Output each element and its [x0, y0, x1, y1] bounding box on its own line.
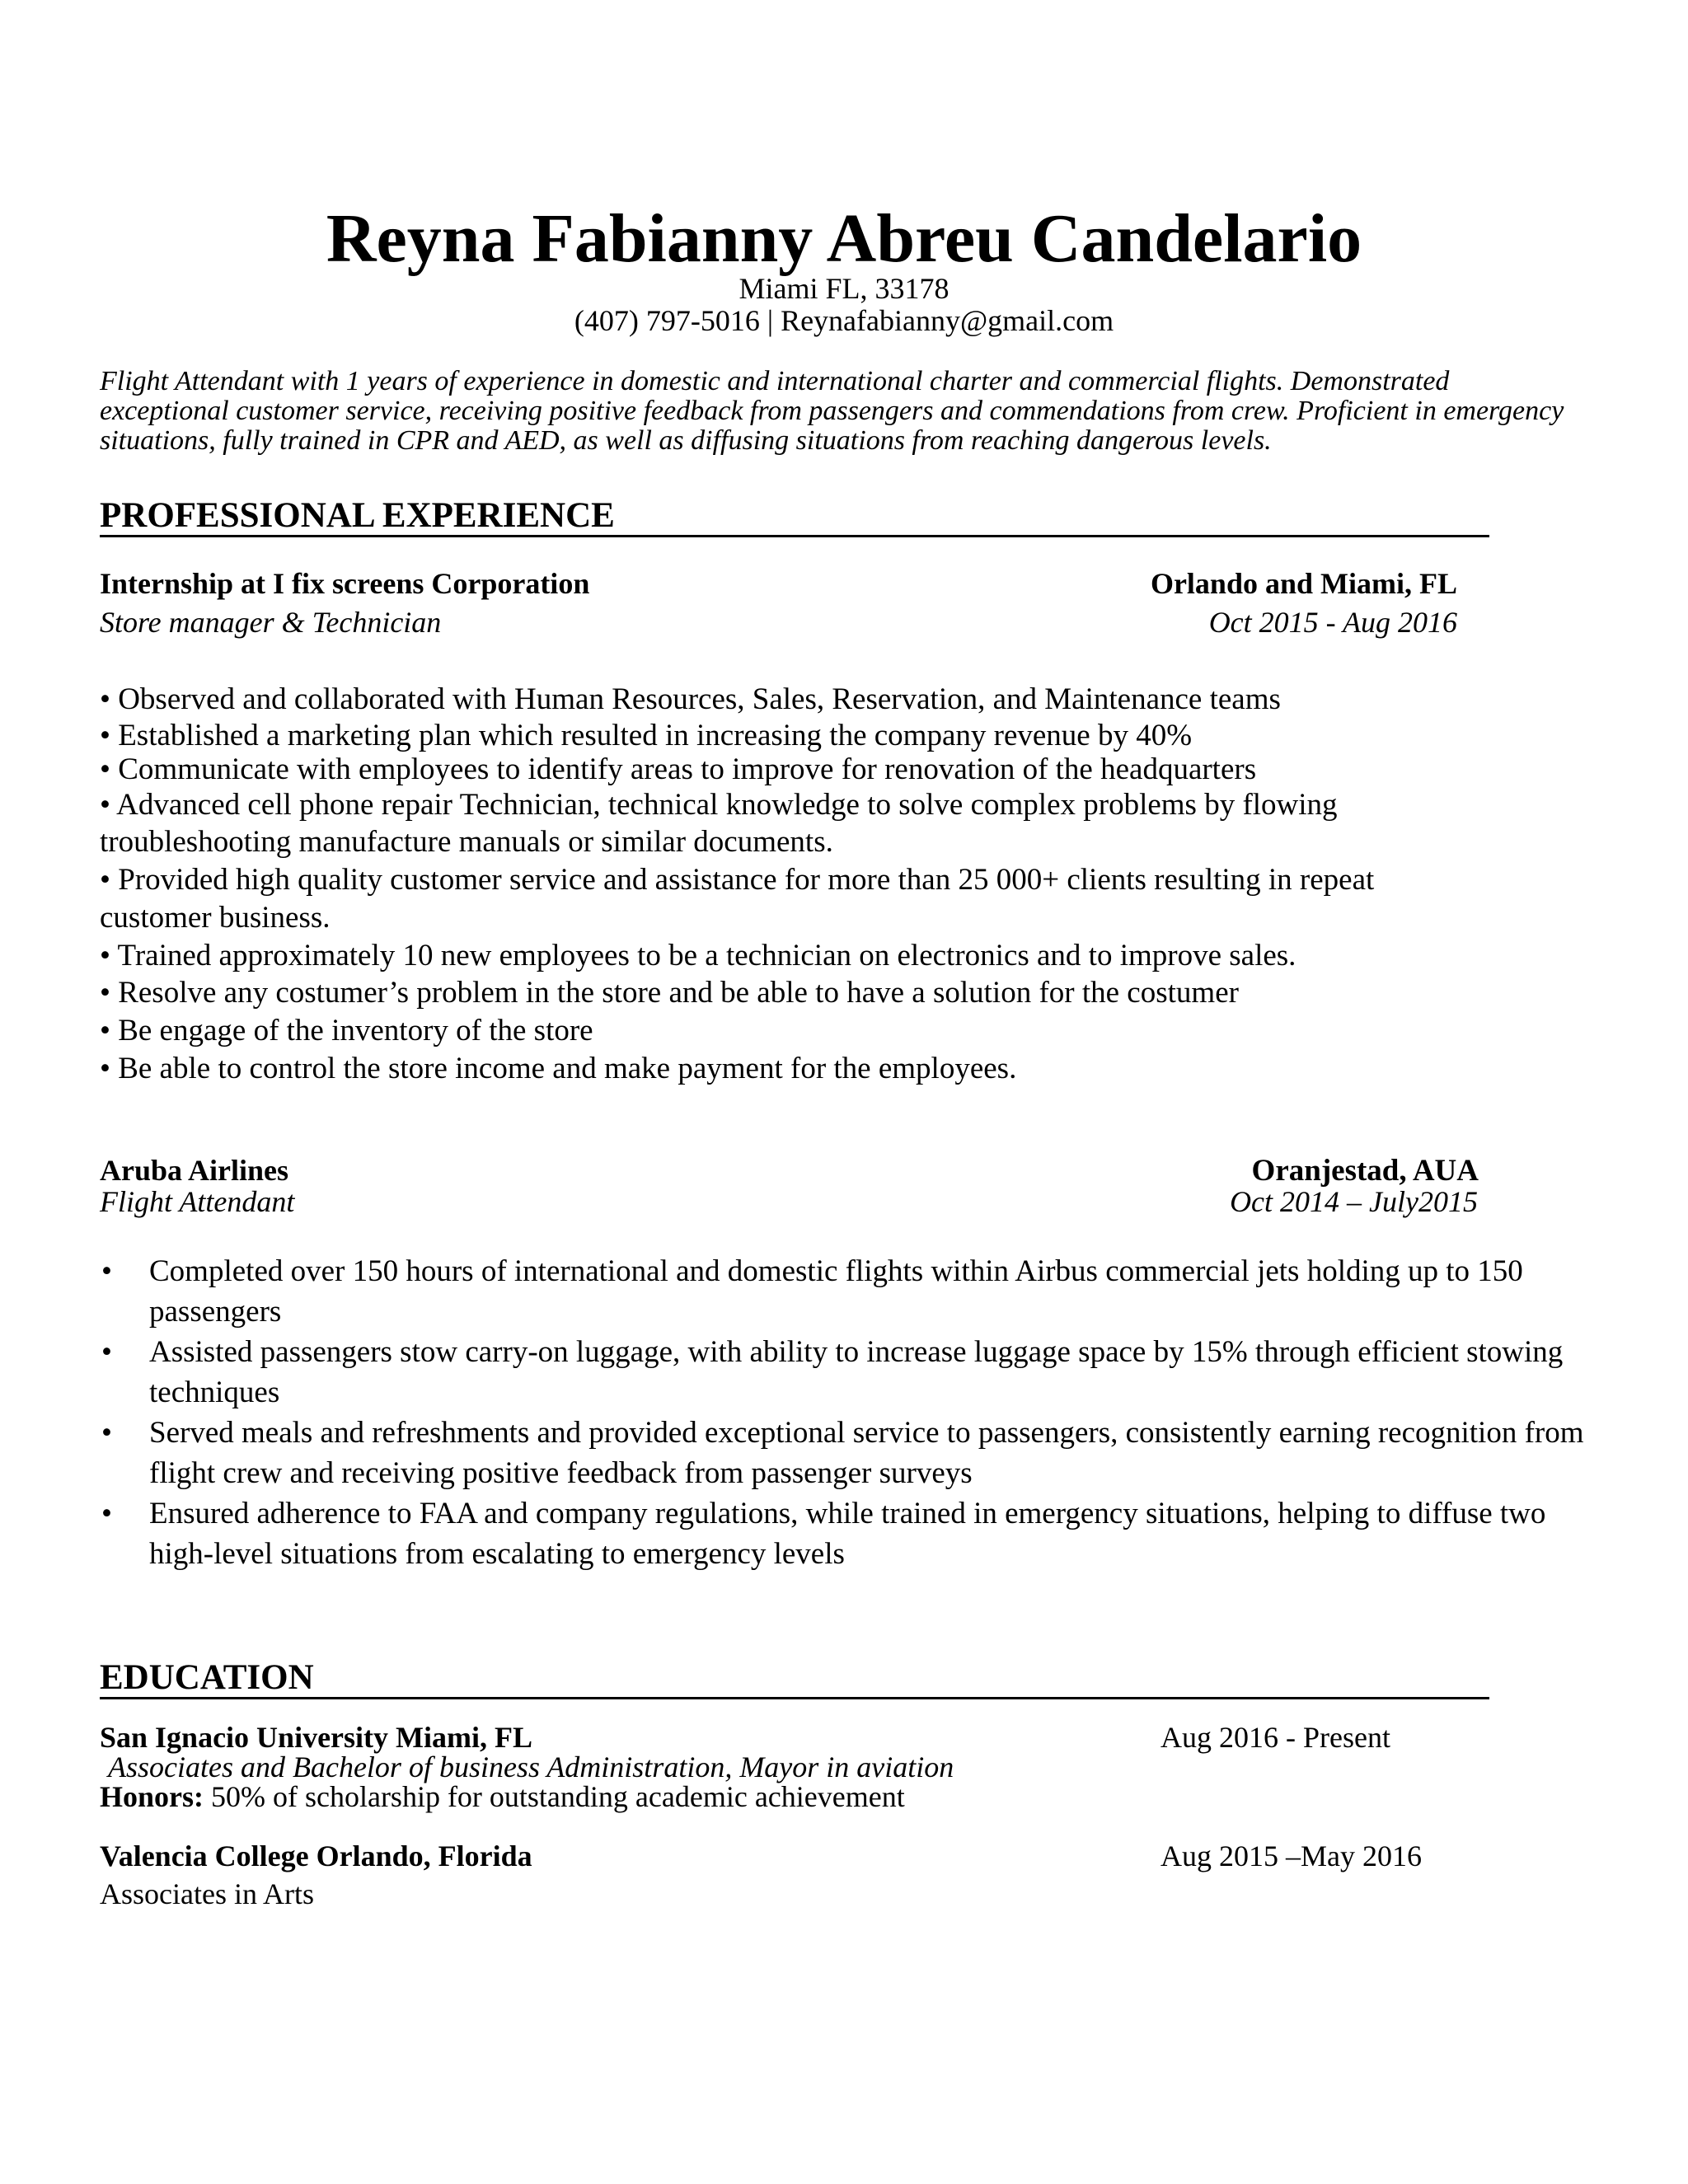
school-name: Valencia College Orlando, Florida: [100, 1840, 532, 1872]
bullet-marker: •: [101, 1335, 112, 1369]
bullet-marker: •: [101, 1497, 112, 1530]
job-company: Internship at I fix screens Corporation: [100, 567, 590, 600]
school-name: San Ignacio University Miami, FL: [100, 1721, 533, 1754]
job-bullet: • Assisted passengers stow carry-on luggage, with ability to increase luggage space by 15% through efficient stowing techniques: [100, 1332, 1600, 1413]
job-bullet-list: [100, 681, 1501, 1087]
job-bullet: • Trained approximately 10 new employees to be a technician on electronics and to improve sales.: [100, 938, 1296, 972]
job-title: Store manager & Technician: [100, 606, 442, 639]
job-location: Oranjestad, AUA: [1251, 1154, 1479, 1188]
job-location: Orlando and Miami, FL: [1150, 567, 1457, 600]
school-dates: Aug 2016 - Present: [1160, 1721, 1390, 1754]
job-bullet: • Served meals and refreshments and provided exceptional service to passengers, consistently earning recognition from flight crew and receiving positive feedback from passenger surveys: [100, 1413, 1600, 1493]
section-heading-experience: PROFESSIONAL EXPERIENCE: [100, 498, 1489, 537]
job-bullet: • Established a marketing plan which resulted in increasing the company revenue by 40%: [100, 718, 1193, 752]
job-bullet: • Provided high quality customer service and assistance for more than 25 000+ clients resulting in repeat customer business.: [100, 863, 1375, 935]
job-bullet: • Completed over 150 hours of international and domestic flights within Airbus commercial jets holding up to 150 passengers: [100, 1251, 1600, 1332]
candidate-name: Reyna Fabianny Abreu Candelario: [326, 200, 1362, 277]
job-company: Aruba Airlines: [100, 1154, 289, 1187]
bullet-marker: •: [101, 1416, 112, 1450]
honors-label: Honors:: [100, 1780, 204, 1813]
school-honors: [100, 1782, 905, 1811]
contact-phone-email: (407) 797-5016 | Reynafabianny@gmail.com: [574, 304, 1114, 337]
job-bullet: • Resolve any costumer’s problem in the store and be able to have a solution for the costumer: [100, 976, 1239, 1010]
school-degree: Associates and Bachelor of business Administration, Mayor in aviation: [108, 1750, 954, 1783]
job-bullet: • Be engage of the inventory of the store: [100, 1013, 593, 1047]
professional-summary: Flight Attendant with 1 years of experience in domestic and international charter and commercial flights. Demonstrated exceptional customer service, receiving positive feedback from passengers and commendations from crew. Proficient in emergency situations, fully trained in CPR and AED, as well as diffusing situations from reaching dangerous levels.: [100, 366, 1564, 456]
job-dates: Oct 2015 - Aug 2016: [1208, 606, 1457, 639]
job-bullet: • Communicate with employees to identify areas to improve for renovation of the headquarters: [100, 752, 1257, 786]
job-title: Flight Attendant: [100, 1185, 295, 1218]
job-dates: Oct 2014 – July2015: [1230, 1185, 1478, 1218]
school-degree: Associates in Arts: [100, 1877, 314, 1910]
bullet-marker: •: [101, 1254, 112, 1288]
job-bullet: • Ensured adherence to FAA and company regulations, while trained in emergency situations, helping to diffuse two high-level situations from escalating to emergency levels: [100, 1493, 1600, 1574]
job-bullet-list: [100, 1251, 1600, 1574]
school-dates: Aug 2015 –May 2016: [1160, 1840, 1422, 1872]
job-bullet: • Observed and collaborated with Human Resources, Sales, Reservation, and Maintenance teams: [100, 682, 1281, 716]
honors-text: 50% of scholarship for outstanding academic achievement: [204, 1780, 905, 1813]
job-bullet: • Advanced cell phone repair Technician, technical knowledge to solve complex problems by flowing troubleshooting manufacture manuals or similar documents.: [100, 787, 1338, 860]
contact-location: Miami FL, 33178: [738, 272, 950, 305]
job-bullet: • Be able to control the store income and make payment for the employees.: [100, 1051, 1017, 1085]
section-heading-education: EDUCATION: [100, 1660, 1489, 1699]
